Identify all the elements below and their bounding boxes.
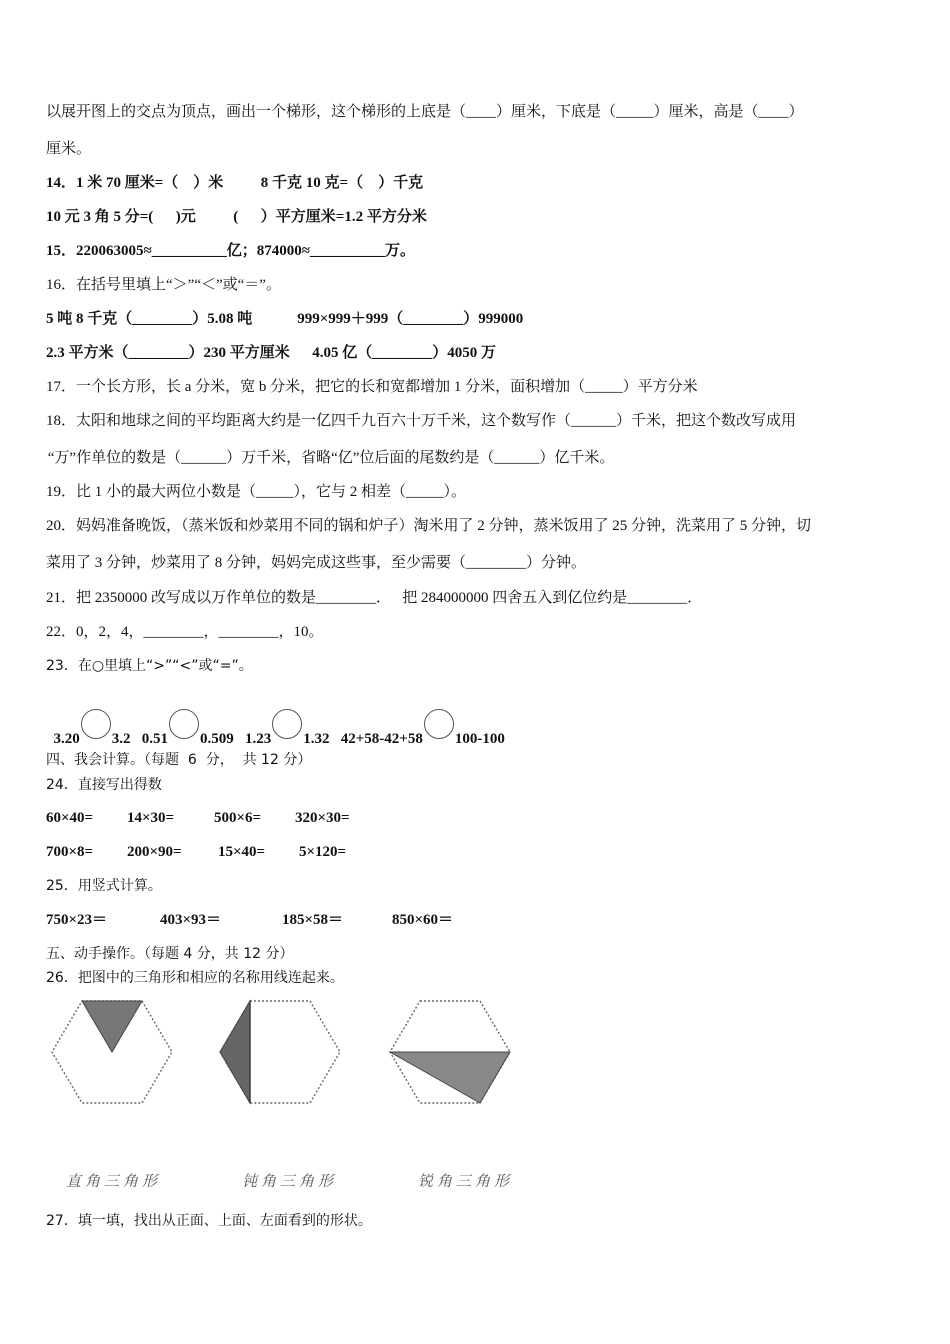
section4-title: 四、我会计算。（每题 6 分， 共 12 分） xyxy=(46,752,312,768)
q24-title: 24．直接写出得数 xyxy=(46,777,162,793)
hexagon-figure-2 xyxy=(218,995,343,1107)
q13-text-line2: 厘米。 xyxy=(46,141,92,157)
q23-comparison-row xyxy=(46,700,505,748)
q23-item2-left: 0.51 xyxy=(141,731,168,747)
q25-title: 25．用竖式计算。 xyxy=(46,878,162,894)
q23-title: 23．在○里填上“>”“<”或“=”。 xyxy=(46,658,253,674)
q25-c1: 750×23＝ xyxy=(46,912,108,928)
q21-text: 21．把 2350000 改写成以万作单位的数是________． 把 284000000 四舍五入到亿位约是________． xyxy=(46,590,703,606)
q15-text: 15．220063005≈__________亿；874000≈__________万。 xyxy=(46,243,415,259)
q20-line1: 20．妈妈准备晚饭，（蒸米饭和炒菜用不同的锅和炉子）淘米用了 2 分钟，蒸米饭用了 25 分钟，洗菜用了 5 分钟，切 xyxy=(46,518,812,534)
section5-title: 五、动手操作。（每题 4 分，共 12 分） xyxy=(46,946,294,962)
q24-r2-c1: 700×8= xyxy=(46,844,94,860)
q18-line2: “万”作单位的数是（______）万千米，省略“亿”位后面的尾数约是（______）亿千米。 xyxy=(44,450,615,466)
caption-acute-triangle: 锐角三角形 xyxy=(418,1174,514,1190)
q24-r1-c2: 14×30= xyxy=(127,810,175,826)
q24-r2-c4: 5×120= xyxy=(299,844,347,860)
q25-c3: 185×58＝ xyxy=(282,912,344,928)
compare-circle-1[interactable] xyxy=(81,709,111,739)
q25-c4: 850×60＝ xyxy=(392,912,454,928)
q16-row2: 2.3 平方米（________）230 平方厘米 4.05 亿（________）4050 万 xyxy=(46,345,497,361)
q23-item3-right: 1.32 xyxy=(303,731,330,747)
q24-r1-c3: 500×6= xyxy=(214,810,262,826)
q23-item4-left: 42+58-42+58 xyxy=(340,731,423,747)
q25-c2: 403×93＝ xyxy=(160,912,222,928)
q20-line2: 菜用了 3 分钟，炒菜用了 8 分钟，妈妈完成这些事，至少需要（________）分钟。 xyxy=(46,555,587,571)
q24-r2-c3: 15×40= xyxy=(218,844,266,860)
q16-title: 16．在括号里填上“＞”“＜”或“＝”。 xyxy=(46,277,281,293)
q23-item2-right: 0.509 xyxy=(200,731,234,747)
compare-circle-2[interactable] xyxy=(169,709,199,739)
q27-title: 27．填一填，找出从正面、上面、左面看到的形状。 xyxy=(46,1213,372,1229)
q24-r1-c1: 60×40= xyxy=(46,810,94,826)
q22-text: 22．0，2，4，________，________，10。 xyxy=(46,624,324,640)
q14-line2: 10 元 3 角 5 分=( )元 ( ）平方厘米=1.2 平方分米 xyxy=(46,209,427,225)
caption-obtuse-triangle: 钝角三角形 xyxy=(242,1174,338,1190)
q14-line1: 14．1 米 70 厘米=（ ）米 8 千克 10 克=（ ）千克 xyxy=(46,175,424,191)
hexagon-figure-3 xyxy=(388,995,513,1107)
q17-text: 17．一个长方形，长 a 分米，宽 b 分米，把它的长和宽都增加 1 分米，面积增加（_____）平方分米 xyxy=(46,379,698,395)
compare-circle-4[interactable] xyxy=(424,709,454,739)
q23-item4-right: 100-100 xyxy=(454,731,505,747)
q16-row1: 5 吨 8 千克（________）5.08 吨 999×999＋999（________）999000 xyxy=(46,311,524,327)
q23-item1-left: 3.20 xyxy=(53,731,80,747)
q13-text-line1: 以展开图上的交点为顶点，画出一个梯形，这个梯形的上底是（____）厘米，下底是（_____）厘米，高是（____） xyxy=(46,104,804,120)
q18-line1: 18．太阳和地球之间的平均距离大约是一亿四千九百六十万千米，这个数写作（______）千米，把这个数改写成用 xyxy=(46,413,797,429)
q23-item1-right: 3.2 xyxy=(111,731,131,747)
q24-r1-c4: 320×30= xyxy=(295,810,350,826)
caption-right-triangle: 直角三角形 xyxy=(66,1174,162,1190)
q26-title: 26．把图中的三角形和相应的名称用线连起来。 xyxy=(46,970,344,986)
hexagon-figure-1 xyxy=(50,995,175,1107)
compare-circle-3[interactable] xyxy=(272,709,302,739)
q23-item3-left: 1.23 xyxy=(245,731,272,747)
q19-text: 19．比 1 小的最大两位小数是（_____），它与 2 相差（_____）。 xyxy=(46,484,467,500)
q24-r2-c2: 200×90= xyxy=(127,844,182,860)
